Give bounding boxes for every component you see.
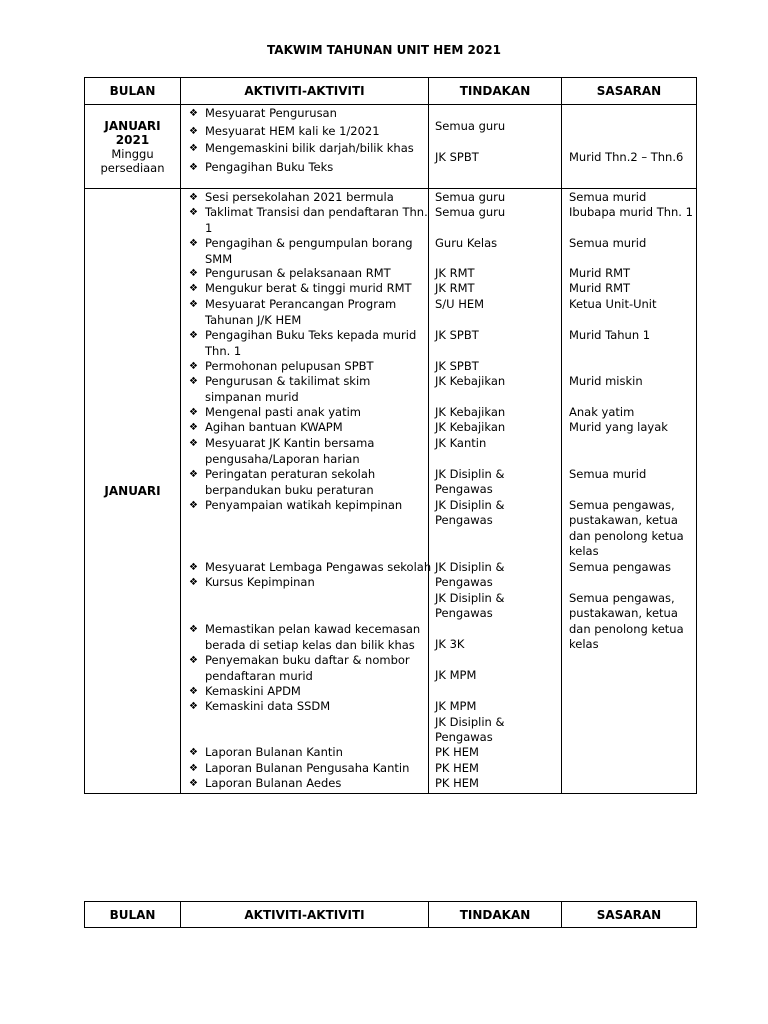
header-tindakan: TINDAKAN bbox=[429, 902, 562, 928]
activity-item: ❖ Laporan Bulanan Pengusaha Kantin bbox=[189, 761, 410, 775]
bullet-icon: ❖ bbox=[189, 361, 198, 372]
bullet-icon: ❖ bbox=[189, 500, 198, 511]
bullet-icon: ❖ bbox=[189, 701, 198, 712]
activity-item: ❖ Mesyuarat JK Kantin bersama bbox=[189, 436, 375, 450]
table-row bbox=[85, 105, 697, 189]
header-sasaran: SASARAN bbox=[562, 902, 697, 928]
sasaran-cell bbox=[562, 189, 697, 794]
action-item: JK RMT bbox=[435, 281, 475, 295]
action-item: JK SPBT bbox=[435, 328, 479, 342]
action-item: Semua guru bbox=[435, 205, 506, 219]
activity-item: ❖ Penyemakan buku daftar & nombor bbox=[189, 653, 410, 667]
action-item: JK MPM bbox=[435, 668, 477, 682]
activity-item: 1 bbox=[205, 220, 213, 235]
activity-item: Tahunan J/K HEM bbox=[205, 312, 302, 327]
bulan-sub: persediaan bbox=[100, 160, 165, 175]
action-item: JK Disiplin & bbox=[435, 498, 505, 512]
activity-item: simpanan murid bbox=[205, 389, 299, 404]
activity-item: Thn. 1 bbox=[205, 343, 242, 358]
bullet-icon: ❖ bbox=[189, 108, 198, 119]
activity-item: ❖ Kemaskini data SSDM bbox=[189, 699, 331, 713]
action-item: Pengawas bbox=[435, 606, 493, 620]
target-item: Semua pengawas, bbox=[569, 498, 675, 512]
calendar-table-2 bbox=[84, 901, 697, 928]
activity-item: ❖ Laporan Bulanan Kantin bbox=[189, 745, 343, 759]
calendar-table bbox=[84, 77, 697, 794]
bullet-icon: ❖ bbox=[189, 268, 198, 279]
activity-item: ❖ Kemaskini APDM bbox=[189, 684, 301, 698]
action-item: JK Kebajikan bbox=[435, 405, 506, 419]
action-item: JK Disiplin & bbox=[435, 560, 505, 574]
target-item: Semua pengawas bbox=[569, 560, 672, 574]
header-row bbox=[85, 78, 697, 105]
activity-item: ❖ Laporan Bulanan Aedes bbox=[189, 776, 342, 790]
activity-item: ❖ Peringatan peraturan sekolah bbox=[189, 467, 376, 481]
target-item: Murid RMT bbox=[569, 281, 631, 295]
activity-item: ❖ Mengukur berat & tinggi murid RMT bbox=[189, 281, 412, 295]
bulan-cell bbox=[85, 105, 181, 189]
activity-item: ❖ Penyampaian watikah kepimpinan bbox=[189, 498, 403, 512]
action-item: Pengawas bbox=[435, 730, 493, 744]
activity-item: ❖ Pengagihan & pengumpulan borang bbox=[189, 236, 413, 250]
activity-item: ❖ Sesi persekolahan 2021 bermula bbox=[189, 190, 394, 204]
bulan-month: JANUARI bbox=[104, 484, 161, 498]
activity-item: berpandukan buku peraturan bbox=[205, 482, 374, 497]
target-item: Murid RMT bbox=[569, 266, 631, 280]
target-item: Ketua Unit-Unit bbox=[569, 297, 657, 311]
action-item: Guru Kelas bbox=[435, 236, 498, 250]
action-item: PK HEM bbox=[435, 761, 479, 775]
target-item: Murid Thn.2 – Thn.6 bbox=[569, 150, 684, 164]
bullet-icon: ❖ bbox=[189, 438, 198, 449]
target-item: Ibubapa murid Thn. 1 bbox=[569, 205, 693, 219]
action-item: JK Kebajikan bbox=[435, 420, 506, 434]
bullet-icon: ❖ bbox=[189, 283, 198, 294]
bullet-icon: ❖ bbox=[189, 143, 198, 154]
target-item: dan penolong ketua bbox=[569, 622, 684, 636]
header-tindakan: TINDAKAN bbox=[429, 78, 562, 105]
action-item: Semua guru bbox=[435, 119, 506, 133]
target-item: dan penolong ketua bbox=[569, 529, 684, 543]
target-item: Semua pengawas, bbox=[569, 591, 675, 605]
bullet-icon: ❖ bbox=[189, 655, 198, 666]
action-item: PK HEM bbox=[435, 776, 479, 790]
action-item: JK SPBT bbox=[435, 359, 479, 373]
target-item: Murid yang layak bbox=[569, 420, 668, 434]
bullet-icon: ❖ bbox=[189, 686, 198, 697]
activity-item: ❖ Pengurusan & pelaksanaan RMT bbox=[189, 266, 391, 280]
activity-item: ❖ Memastikan pelan kawad kecemasan bbox=[189, 622, 421, 636]
bullet-icon: ❖ bbox=[189, 747, 198, 758]
header-bulan: BULAN bbox=[85, 902, 181, 928]
activity-item: pendaftaran murid bbox=[205, 668, 313, 683]
bullet-icon: ❖ bbox=[189, 624, 198, 635]
activity-item: pengusaha/Laporan harian bbox=[205, 451, 360, 466]
target-item: Semua murid bbox=[569, 236, 647, 250]
activity-item: ❖ Pengagihan Buku Teks bbox=[189, 160, 334, 174]
aktiviti-cell bbox=[181, 189, 432, 794]
activity-item: ❖ Agihan bantuan KWAPM bbox=[189, 420, 343, 434]
bullet-icon: ❖ bbox=[189, 299, 198, 310]
bulan-year: 2021 bbox=[115, 132, 150, 147]
target-item: pustakawan, ketua bbox=[569, 606, 678, 620]
header-bulan: BULAN bbox=[85, 78, 181, 105]
activity-item: ❖ Mesyuarat HEM kali ke 1/2021 bbox=[189, 124, 380, 138]
table-row bbox=[85, 189, 697, 794]
action-item: JK MPM bbox=[435, 699, 477, 713]
target-item: kelas bbox=[569, 637, 599, 651]
activity-item: ❖ Permohonan pelupusan SPBT bbox=[189, 359, 374, 373]
target-item: Murid Tahun 1 bbox=[569, 328, 651, 342]
action-item: JK SPBT bbox=[435, 150, 479, 164]
activity-item: berada di setiap kelas dan bilik khas bbox=[205, 637, 415, 652]
aktiviti-cell bbox=[181, 105, 429, 189]
activity-item: ❖ Kursus Kepimpinan bbox=[189, 575, 315, 589]
action-item: JK Disiplin & bbox=[435, 467, 505, 481]
bullet-icon: ❖ bbox=[189, 330, 198, 341]
bullet-icon: ❖ bbox=[189, 162, 198, 173]
bullet-icon: ❖ bbox=[189, 763, 198, 774]
header-sasaran: SASARAN bbox=[562, 78, 697, 105]
header-aktiviti: AKTIVITI-AKTIVITI bbox=[181, 78, 429, 105]
action-item: JK Disiplin & bbox=[435, 591, 505, 605]
action-item: JK RMT bbox=[435, 266, 475, 280]
tindakan-cell bbox=[429, 105, 562, 189]
activity-item: ❖ Mesyuarat Pengurusan bbox=[189, 106, 337, 120]
activity-item: ❖ Pengurusan & takilimat skim bbox=[189, 374, 371, 388]
activity-item: ❖ Mesyuarat Perancangan Program bbox=[189, 297, 397, 311]
bullet-icon: ❖ bbox=[189, 376, 198, 387]
target-item: Semua murid bbox=[569, 190, 647, 204]
bullet-icon: ❖ bbox=[189, 192, 198, 203]
bullet-icon: ❖ bbox=[189, 207, 198, 218]
header-aktiviti: AKTIVITI-AKTIVITI bbox=[181, 902, 429, 928]
action-item: S/U HEM bbox=[435, 297, 485, 311]
action-item: Pengawas bbox=[435, 482, 493, 496]
bullet-icon: ❖ bbox=[189, 778, 198, 789]
target-item: kelas bbox=[569, 544, 599, 558]
activity-item: ❖ Mengenal pasti anak yatim bbox=[189, 405, 362, 419]
target-item: Semua murid bbox=[569, 467, 647, 481]
bulan-month: JANUARI bbox=[104, 118, 161, 133]
target-item: pustakawan, ketua bbox=[569, 513, 678, 527]
header-row bbox=[85, 902, 697, 928]
bulan-sub: Minggu bbox=[111, 146, 154, 161]
action-item: PK HEM bbox=[435, 745, 479, 759]
tindakan-cell bbox=[429, 189, 562, 794]
action-item: JK Kebajikan bbox=[435, 374, 506, 388]
activity-item: ❖ Taklimat Transisi dan pendaftaran Thn. bbox=[189, 205, 428, 219]
bullet-icon: ❖ bbox=[189, 562, 198, 573]
activity-item: SMM bbox=[205, 251, 233, 266]
activity-item: ❖ Mesyuarat Lembaga Pengawas sekolah bbox=[189, 560, 432, 574]
activity-item: ❖ Mengemaskini bilik darjah/bilik khas bbox=[189, 141, 414, 155]
action-item: JK Disiplin & bbox=[435, 715, 505, 729]
bullet-icon: ❖ bbox=[189, 469, 198, 480]
target-item: Murid miskin bbox=[569, 374, 643, 388]
sasaran-cell bbox=[562, 105, 697, 189]
page-title: TAKWIM TAHUNAN UNIT HEM 2021 bbox=[267, 43, 501, 57]
action-item: Pengawas bbox=[435, 513, 493, 527]
bullet-icon: ❖ bbox=[189, 407, 198, 418]
bullet-icon: ❖ bbox=[189, 238, 198, 249]
action-item: Semua guru bbox=[435, 190, 506, 204]
bullet-icon: ❖ bbox=[189, 422, 198, 433]
bullet-icon: ❖ bbox=[189, 577, 198, 588]
bulan-cell bbox=[85, 189, 181, 794]
activity-item: ❖ Pengagihan Buku Teks kepada murid bbox=[189, 328, 417, 342]
target-item: Anak yatim bbox=[569, 405, 635, 419]
bullet-icon: ❖ bbox=[189, 126, 198, 137]
action-item: JK 3K bbox=[435, 637, 465, 651]
action-item: JK Kantin bbox=[435, 436, 487, 450]
action-item: Pengawas bbox=[435, 575, 493, 589]
